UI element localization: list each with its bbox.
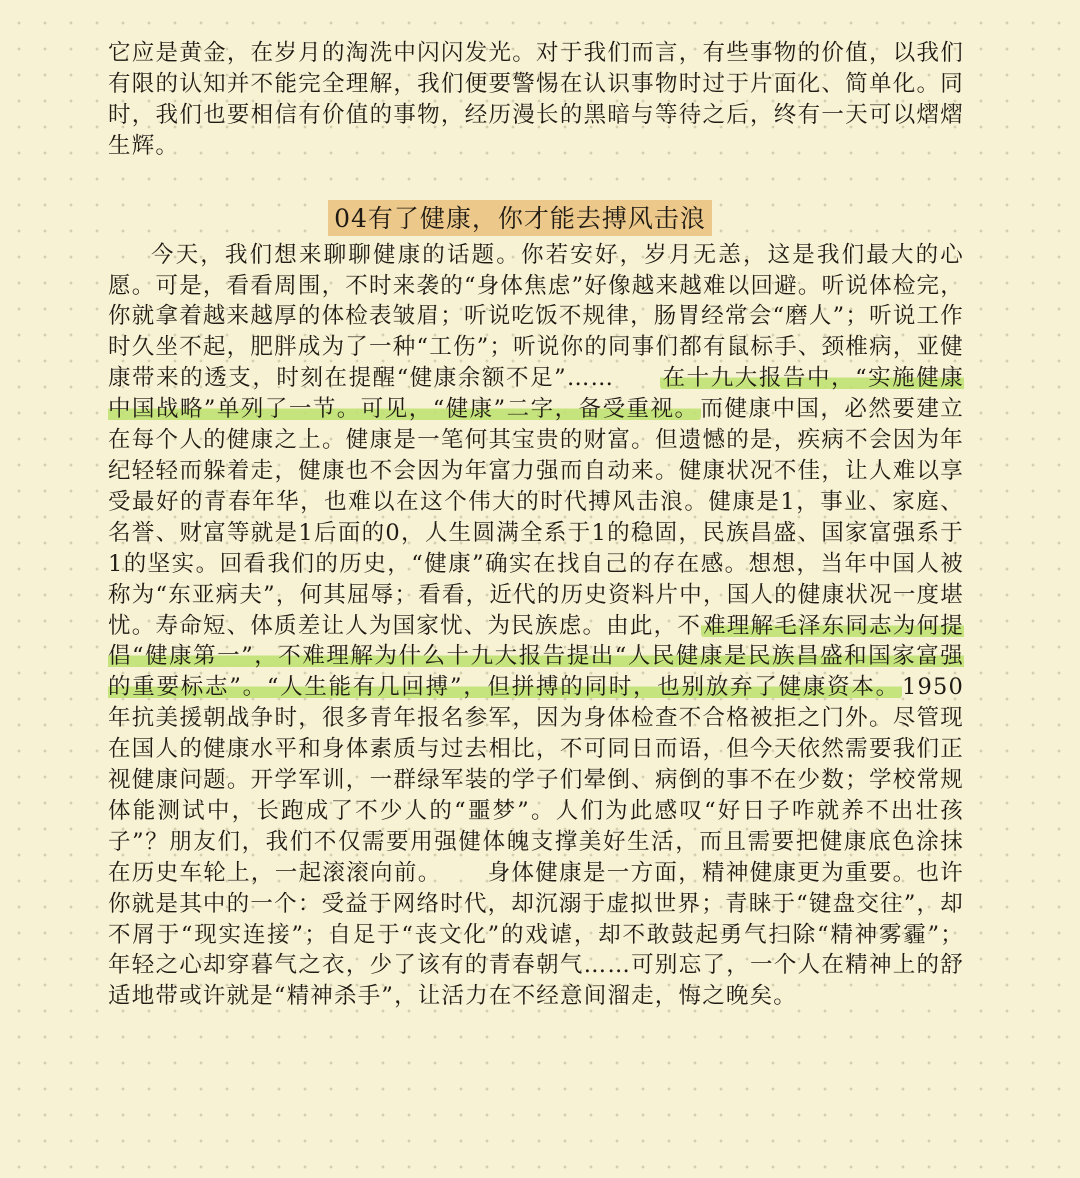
document-page: [108, 38, 964, 1012]
highlighted-text-2: 难理解毛泽东同志为何提倡“健康第一”，不难理解为什么十九大报告提出“人民健康是民族昌盛和国家富强的重要标志”。“人生能有几回搏”，但拼搏的同时，也别放弃了健康资本。: [108, 612, 964, 701]
section-body: [108, 240, 964, 1013]
body-text-3: 1950年抗美援朝战争时，很多青年报名参军，因为身体检查不合格被拒之门外。尽管现在国人的健康水平和身体素质与过去相比，不可同日而语，但今天依然需要我们正视健康问题。开学军训，一群绿军装的学子们晕倒、病倒的事不在少数；学校常规体能测试中，长跑成了不少人的“噩梦”。人们为此感叹“好日子咋就养不出壮孩子”？朋友们，我们不仅需要用强健体魄支撑美好生活，而且需要把健康底色涂抹在历史车轮上，一起滚滚向前。: [108, 674, 964, 886]
section-title: 04有了健康，你才能去搏风击浪: [328, 200, 712, 236]
highlighted-text-1: 在十九大报告中，“实施健康中国战略”单列了一节。可见，“健康”二字，备受重视。: [108, 365, 965, 423]
body-text-4: 身体健康是一方面，精神健康更为重要。也许你就是其中的一个：受益于网络时代，却沉溺于虚拟世界；青睐于“键盘交往”，却不屑于“现实连接”；自足于“丧文化”的戏谑，却不敢鼓起勇气扫除“精神雾霾”；年轻之心却穿暮气之衣，少了该有的青春朝气……可别忘了，一个人在精神上的舒适地带或许就是“精神杀手”，让活力在不经意间溜走，悔之晚矣。: [108, 859, 964, 1010]
body-text-2: 而健康中国，必然要建立在每个人的健康之上。健康是一笔何其宝贵的财富。但遗憾的是，疾病不会因为年纪轻轻而躲着走，健康也不会因为年富力强而自动来。健康状况不佳，让人难以享受最好的青春年华，也难以在这个伟大的时代搏风击浪。健康是1，事业、家庭、名誉、财富等就是1后面的0，人生圆满全系于1的稳固，民族昌盛、国家富强系于1的坚实。回看我们的历史，“健康”确实在找自己的存在感。想想，当年中国人被称为“东亚病夫”，何其屈辱；看看，近代的历史资料片中，国人的健康状况一度堪忧。寿命短、体质差让人为国家忧、为民族虑。由此，不: [108, 396, 965, 639]
intro-paragraph: 它应是黄金，在岁月的淘洗中闪闪发光。对于我们而言，有些事物的价值，以我们有限的认知并不能完全理解，我们便要警惕在认识事物时过于片面化、简单化。同时，我们也要相信有价值的事物，经历漫长的黑暗与等待之后，终有一天可以熠熠生辉。: [108, 40, 964, 159]
section-title-wrap: [108, 200, 964, 240]
body-text-1: 今天，我们想来聊聊健康的话题。你若安好，岁月无恙，这是我们最大的心愿。可是，看看周围，不时来袭的“身体焦虑”好像越来越难以回避。听说体检完，你就拿着越来越厚的体检表皱眉；听说吃饭不规律，肠胃经常会“磨人”；听说工作时久坐不起，肥胖成为了一种“工伤”；听说你的同事们都有鼠标手、颈椎病，亚健康带来的透支，时刻在提醒“健康余额不足”……: [108, 241, 964, 392]
